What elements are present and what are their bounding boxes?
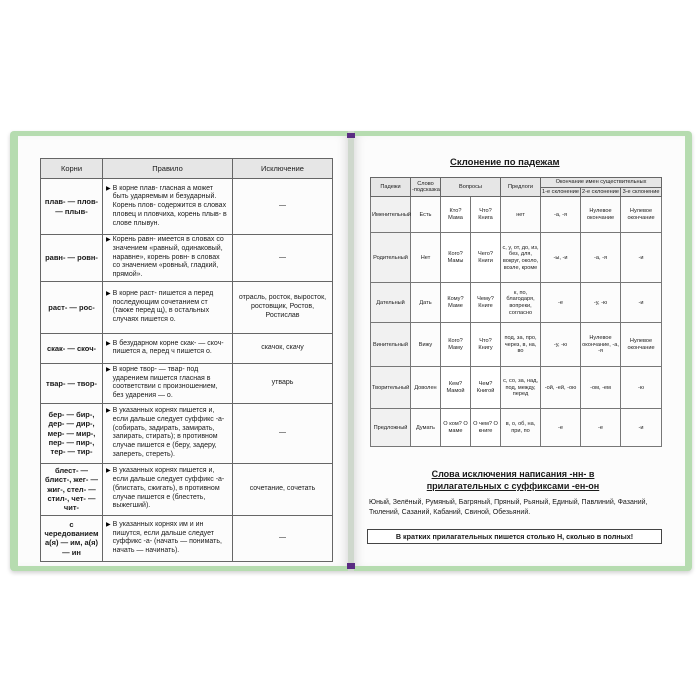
prepositions-cell: с, у, от, до, из, без, для, вокруг, около, возле, кроме (501, 233, 541, 283)
table-row (371, 233, 662, 283)
exceptions-title: Слова исключения написания -нн- в прилагательных с суффиксами -ен-он (426, 469, 600, 491)
table-header-row (371, 178, 662, 188)
question-cell: О чем? О книге (471, 409, 501, 447)
header-helper: Слово -подсказка (411, 178, 441, 197)
question-cell: Кем? Мамой (441, 367, 471, 409)
exception-cell: сочетание, сочетать (233, 463, 333, 515)
question-cell: Чем? Книгой (471, 367, 501, 409)
table-row (41, 403, 333, 463)
rule-cell: ▶ В указанных корнях пишется и, если дальше следует суффикс -а- (блистать, сжигать), в противном случае пишется е (блестеть, выжегший). (103, 463, 233, 515)
helper-cell: Дать (411, 283, 441, 323)
header-decl-3: 3-е склонение (621, 187, 662, 197)
ending-cell: Нулевое окончание (621, 323, 662, 367)
helper-cell: Думать (411, 409, 441, 447)
table-row (371, 323, 662, 367)
ending-cell: -ю (621, 367, 662, 409)
bookmark-ribbon-top (347, 133, 355, 138)
triangle-bullet-icon: ▶ (106, 366, 111, 373)
root-cell: плав- — плов- — плыв- (41, 179, 103, 235)
table-row (371, 409, 662, 447)
ending-cell: -и (621, 283, 662, 323)
root-cell: скак- — скоч- (41, 333, 103, 363)
rule-cell: ▶ В указанных корнях пишется и, если дальше следует суффикс -а- (собирать, задирать, замирать, запирать, стирать); в противном случае пишется е (беру, задеру, запереть, стереть). (103, 403, 233, 463)
prepositions-cell: в, о, об, на, при, по (501, 409, 541, 447)
question-cell: Кому? Маме (441, 283, 471, 323)
root-cell: твар- — твор- (41, 363, 103, 403)
bookmark-ribbon-bottom (347, 563, 355, 569)
header-rule: Правило (103, 159, 233, 179)
question-cell: О ком? О маме (441, 409, 471, 447)
helper-cell: Есть (411, 197, 441, 233)
rule-cell: ▶ В корне раст- пишется а перед последующим сочетанием ст (также перед щ), в остальных случаях пишется о. (103, 281, 233, 333)
prepositions-cell: к, по, благодаря, вопреки, согласно (501, 283, 541, 323)
question-cell: Кого? Маму (441, 323, 471, 367)
exception-cell: — (233, 179, 333, 235)
header-decl-1: 1-е склонение (541, 187, 581, 197)
ending-cell: -ы, -и (541, 233, 581, 283)
question-cell: Кто? Мама (441, 197, 471, 233)
root-cell: блест- — блист-, жег- — жиг-, стел- — стил-, чет- — чит- (41, 463, 103, 515)
triangle-bullet-icon: ▶ (106, 408, 111, 414)
case-cell: Именительный (371, 197, 411, 233)
helper-cell: Доволен (411, 367, 441, 409)
case-cell: Родительный (371, 233, 411, 283)
case-cell: Предложный (371, 409, 411, 447)
prepositions-cell: с, со, за, над, под, между, перед (501, 367, 541, 409)
rule-cell: ▶ В корне плав- гласная а может быть ударяемым и безударный. Корень плов- содержится в словах пловец и пловчиха, корень плыв- в слове плывун. (103, 179, 233, 235)
ending-cell: Нулевое окончание (581, 197, 621, 233)
question-cell: Чему? Книге (471, 283, 501, 323)
case-cell: Творительный (371, 367, 411, 409)
table-row (41, 179, 333, 235)
ending-cell: Нулевое окончание, -а, -я (581, 323, 621, 367)
ending-cell: -и (621, 409, 662, 447)
rule-cell: ▶ В корне твор- — твар- под ударением пишется гласная в соответствии с произношением, без ударения — о. (103, 363, 233, 403)
header-exception: Исключение (233, 159, 333, 179)
table-row (371, 367, 662, 409)
ending-cell: -а, -я (581, 233, 621, 283)
book-spine (348, 131, 354, 571)
triangle-bullet-icon: ▶ (106, 185, 111, 192)
triangle-bullet-icon: ▶ (106, 290, 111, 297)
helper-cell: Нет (411, 233, 441, 283)
table-row (41, 463, 333, 515)
triangle-bullet-icon: ▶ (106, 468, 111, 475)
header-prepositions: Предлоги (501, 178, 541, 197)
prepositions-cell: под, за, про, через, в, на, во (501, 323, 541, 367)
table-row (41, 333, 333, 363)
case-cell: Дательный (371, 283, 411, 323)
short-adjectives-note: В кратких прилагательных пишется столько Н, сколько в полных! (367, 529, 662, 544)
exception-cell: — (233, 235, 333, 282)
ending-cell: -у, -ю (581, 283, 621, 323)
header-questions: Вопросы (441, 178, 501, 197)
triangle-bullet-icon: ▶ (106, 237, 111, 243)
declension-title: Склонение по падежам (450, 157, 560, 168)
exception-cell: скачок, скачу (233, 333, 333, 363)
declension-table (370, 177, 662, 447)
header-endings: Окончание имен существительных (541, 178, 662, 188)
roots-rules-table (40, 158, 333, 562)
rule-cell: ▶ Корень равн- имеется в словах со значением «равный, одинаковый, наравне», корень ровн- в словах со значением «ровный, гладкий, прямой». (103, 235, 233, 282)
ending-cell: Нулевое окончание (621, 197, 662, 233)
ending-cell: -и (621, 233, 662, 283)
ending-cell: -е (541, 409, 581, 447)
ending-cell: -ом, -ем (581, 367, 621, 409)
root-cell: бер- — бир-, дер- — дир-, мер- — мир-, пер- — пир-, тер- — тир- (41, 403, 103, 463)
triangle-bullet-icon: ▶ (106, 340, 111, 347)
table-header-row (41, 159, 333, 179)
table-row (41, 281, 333, 333)
table-row (371, 197, 662, 233)
header-case: Падежи (371, 178, 411, 197)
exception-cell: — (233, 515, 333, 561)
question-cell: Чего? Книги (471, 233, 501, 283)
exceptions-word-list: Юный, Зелёный, Румяный, Багряный, Пряный, Рьяный, Единый, Павлиний, Фазаний, Тюлений, Сазаний, Кабаний, Свиной, Обезьяний. (369, 499, 648, 517)
question-cell: Кого? Мамы (441, 233, 471, 283)
ending-cell: -у, -ю (541, 323, 581, 367)
rule-cell: ▶ В указанных корнях им и ин пишутся, если дальше следует суффикс -а- (начать — понимать, начать — начинать). (103, 515, 233, 561)
header-decl-2: 2-е склонение (581, 187, 621, 197)
question-cell: Что? Книгу (471, 323, 501, 367)
root-cell: раст- — рос- (41, 281, 103, 333)
exception-cell: — (233, 403, 333, 463)
ending-cell: -е (581, 409, 621, 447)
table-row (41, 235, 333, 282)
rule-cell: ▶ В безударном корне скак- — скоч- пишется а, перед ч пишется о. (103, 333, 233, 363)
triangle-bullet-icon: ▶ (106, 521, 111, 528)
table-row (371, 283, 662, 323)
root-cell: равн- — ровн- (41, 235, 103, 282)
helper-cell: Вижу (411, 323, 441, 367)
prepositions-cell: нет (501, 197, 541, 233)
header-roots: Корни (41, 159, 103, 179)
ending-cell: -а, -я (541, 197, 581, 233)
table-row (41, 515, 333, 561)
case-cell: Винительный (371, 323, 411, 367)
question-cell: Что? Книга (471, 197, 501, 233)
exception-cell: отрасль, росток, выросток, ростовщик, Ростов, Ростислав (233, 281, 333, 333)
ending-cell: -ой, -ей, -ою (541, 367, 581, 409)
exception-cell: утварь (233, 363, 333, 403)
root-cell: с чередованием а(я) — им, а(я) — ин (41, 515, 103, 561)
ending-cell: -е (541, 283, 581, 323)
table-row (41, 363, 333, 403)
